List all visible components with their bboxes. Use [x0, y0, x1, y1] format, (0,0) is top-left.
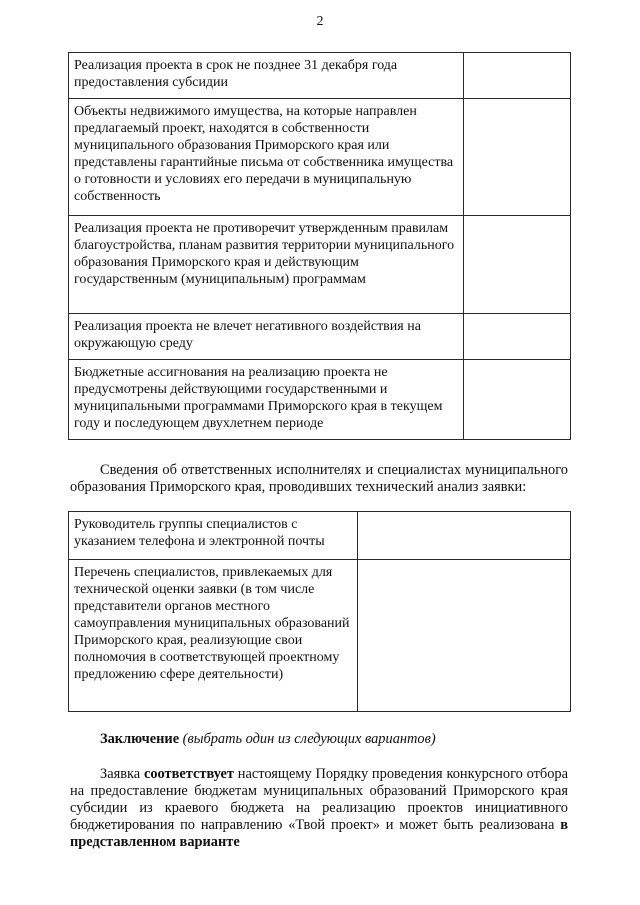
criteria-cell: Бюджетные ассигнования на реализацию проекта не предусмотрены действующими государственными и муниципальными программами Приморского края в текущем году и последующем двухлетнем периоде	[69, 360, 464, 440]
conclusion-heading	[100, 731, 568, 748]
executor-value-cell	[358, 512, 571, 560]
criteria-cell: Реализация проекта в срок не позднее 31 декабря года предоставления субсидии	[69, 53, 464, 99]
criteria-cell: Реализация проекта не влечет негативного воздействия на окружающую среду	[69, 314, 464, 360]
criteria-cell: Реализация проекта не противоречит утвержденным правилам благоустройства, планам развития территории муниципального образования Приморского края и действующим государственным (муниципальным) программам	[69, 216, 464, 314]
executor-value-cell	[358, 560, 571, 712]
executors-table	[68, 511, 571, 712]
page-number: 2	[316, 14, 324, 29]
criteria-value-cell	[464, 216, 571, 314]
criteria-table	[68, 52, 571, 440]
table-row	[69, 53, 571, 99]
executor-cell: Перечень специалистов, привлекаемых для технической оценки заявки (в том числе представители органов местного самоуправления муниципальных образований Приморского края, реализующие свои полномочия в соответствующей проектному предложению сфере деятельности)	[69, 560, 358, 712]
table-row	[69, 360, 571, 440]
final-bold-1: соответствует	[143, 766, 234, 782]
criteria-value-cell	[464, 99, 571, 216]
table-row	[69, 560, 571, 712]
final-text-2: настоящему Порядку проведения конкурсного отбора на предоставление бюджетам муниципальных образований Приморского края субсидии из краевого бюджета на реализацию проектов инициативного бюджетирования по направлению «Твой проект» и может быть реализована	[70, 766, 568, 833]
conclusion-title: Заключение	[100, 731, 180, 747]
conclusion-hint: (выбрать один из следующих вариантов)	[179, 731, 436, 747]
criteria-value-cell	[464, 314, 571, 360]
final-paragraph	[70, 766, 568, 851]
table-row	[69, 99, 571, 216]
criteria-cell: Объекты недвижимого имущества, на которые направлен предлагаемый проект, находятся в собственности муниципального образования Приморского края или представлены гарантийные письма от собственника имущества о готовности и условиях его передачи в муниципальную собственность	[69, 99, 464, 216]
table-row	[69, 314, 571, 360]
executor-cell: Руководитель группы специалистов с указанием телефона и электронной почты	[69, 512, 358, 560]
final-text-1: Заявка	[100, 766, 144, 782]
executors-intro: Сведения об ответственных исполнителях и специалистах муниципального образования Приморского края, проводивших технический анализ заявки:	[70, 462, 568, 495]
table-row	[69, 512, 571, 560]
criteria-value-cell	[464, 360, 571, 440]
table-row	[69, 216, 571, 314]
final-bold-2: в представленном варианте	[70, 817, 568, 850]
criteria-value-cell	[464, 53, 571, 99]
